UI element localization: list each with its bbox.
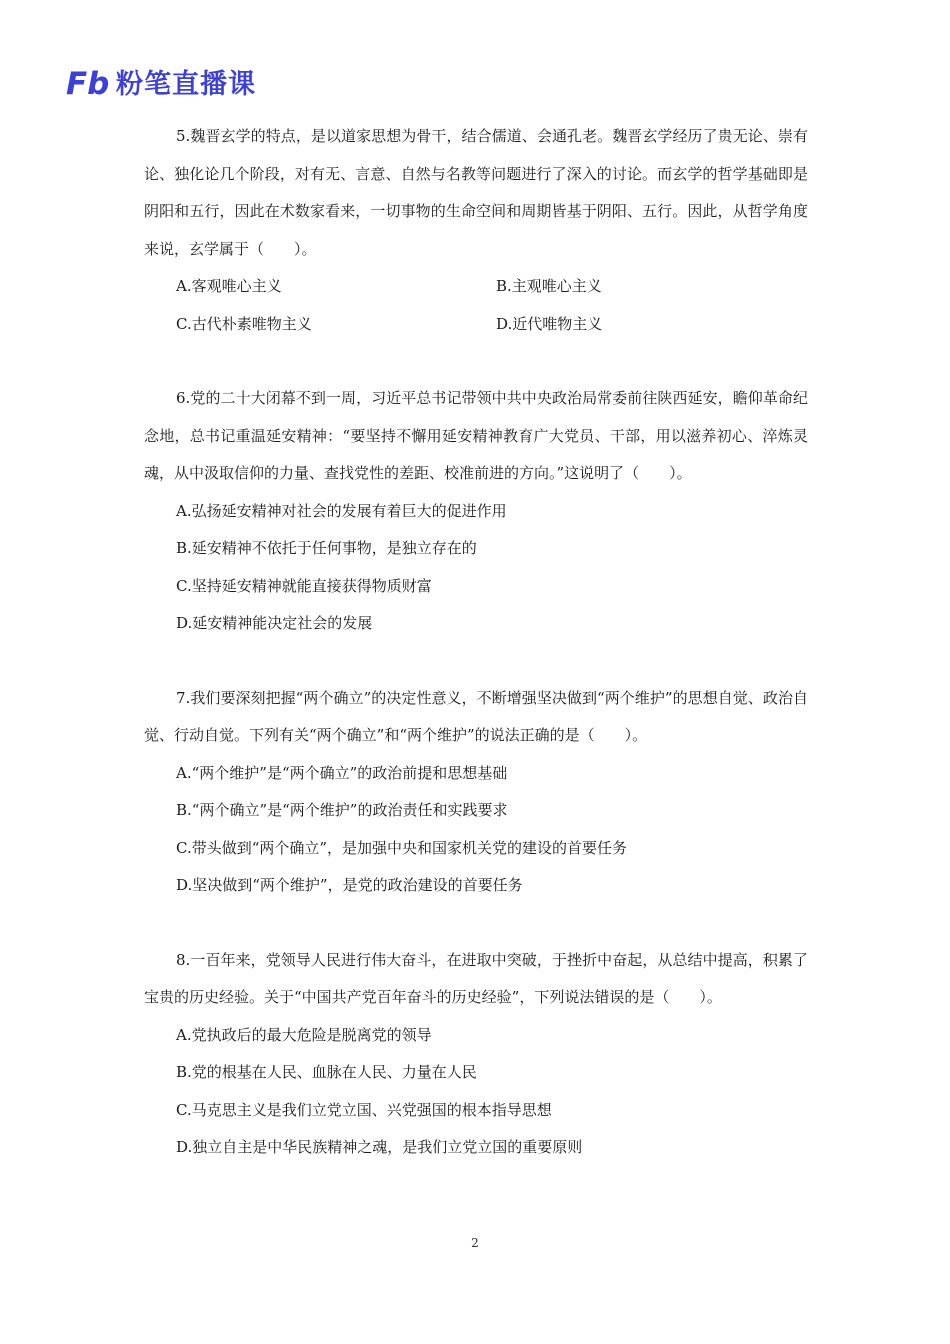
option-c: C.马克思主义是我们立党立国、兴党强国的根本指导思想 xyxy=(176,1100,552,1119)
svg-text:Fb: Fb xyxy=(66,65,110,99)
brand-logo xyxy=(66,62,256,101)
option-d: D.近代唯物主义 xyxy=(496,314,603,333)
option-a: A.“两个维护”是“两个确立”的政治前提和思想基础 xyxy=(176,763,508,782)
option-c: C.古代朴素唯物主义 xyxy=(176,314,312,333)
options xyxy=(144,755,808,905)
options xyxy=(144,268,808,343)
options xyxy=(144,1017,808,1167)
question-stem: 5.魏晋玄学的特点，是以道家思想为骨干，结合儒道、会通孔老。魏晋玄学经历了贵无论、崇有论、独化论几个阶段，对有无、言意、自然与名教等问题进行了深入的讨论。而玄学的哲学基础即是阴阳和五行，因此在术数家看来，一切事物的生命空间和周期皆基于阴阳、五行。因此，从哲学角度来说，玄学属于（ ）。 xyxy=(144,127,808,258)
option-d: D.坚决做到“两个维护”，是党的政治建设的首要任务 xyxy=(176,876,523,894)
question-stem: 7.我们要深刻把握“两个确立”的决定性意义，不断增强坚决做到“两个维护”的思想自觉、政治自觉、行动自觉。下列有关“两个确立”和“两个维护”的说法正确的是（ ）。 xyxy=(144,688,808,744)
option-c: C.带头做到“两个确立”，是加强中央和国家机关党的建设的首要任务 xyxy=(176,838,628,857)
option-d: D.延安精神能决定社会的发展 xyxy=(176,614,373,632)
question-5 xyxy=(144,118,808,343)
option-c: C.坚持延安精神就能直接获得物质财富 xyxy=(176,576,432,595)
fb-logo-icon xyxy=(66,65,110,99)
question-7 xyxy=(144,680,808,905)
option-d: D.独立自主是中华民族精神之魂，是我们立党立国的重要原则 xyxy=(176,1138,583,1156)
option-b: B.党的根基在人民、血脉在人民、力量在人民 xyxy=(176,1063,477,1081)
brand-name: 粉笔直播课 xyxy=(116,69,256,100)
question-stem: 6.党的二十大闭幕不到一周，习近平总书记带领中共中央政治局常委前往陕西延安，瞻仰革命纪念地，总书记重温延安精神：“要坚持不懈用延安精神教育广大党员、干部，用以滋养初心、淬炼灵魂，从中汲取信仰的力量、查找党性的差距、校准前进的方向。”这说明了（ ）。 xyxy=(144,389,808,482)
question-list xyxy=(144,118,808,1167)
option-a: A.党执政后的最大危险是脱离党的领导 xyxy=(176,1025,432,1044)
question-stem: 8.一百年来，党领导人民进行伟大奋斗，在进取中突破，于挫折中奋起，从总结中提高，积累了宝贵的历史经验。关于“中国共产党百年奋斗的历史经验”，下列说法错误的是（ ）。 xyxy=(144,950,808,1006)
option-b: B.延安精神不依托于任何事物，是独立存在的 xyxy=(176,539,477,557)
question-8 xyxy=(144,942,808,1167)
option-a: A.客观唯心主义 xyxy=(176,277,282,295)
options xyxy=(144,493,808,643)
page-number: 2 xyxy=(471,1236,479,1250)
question-6 xyxy=(144,380,808,643)
option-b: B.“两个确立”是“两个维护”的政治责任和实践要求 xyxy=(176,801,508,819)
option-a: A.弘扬延安精神对社会的发展有着巨大的促进作用 xyxy=(176,501,507,520)
option-b: B.主观唯心主义 xyxy=(496,277,602,295)
